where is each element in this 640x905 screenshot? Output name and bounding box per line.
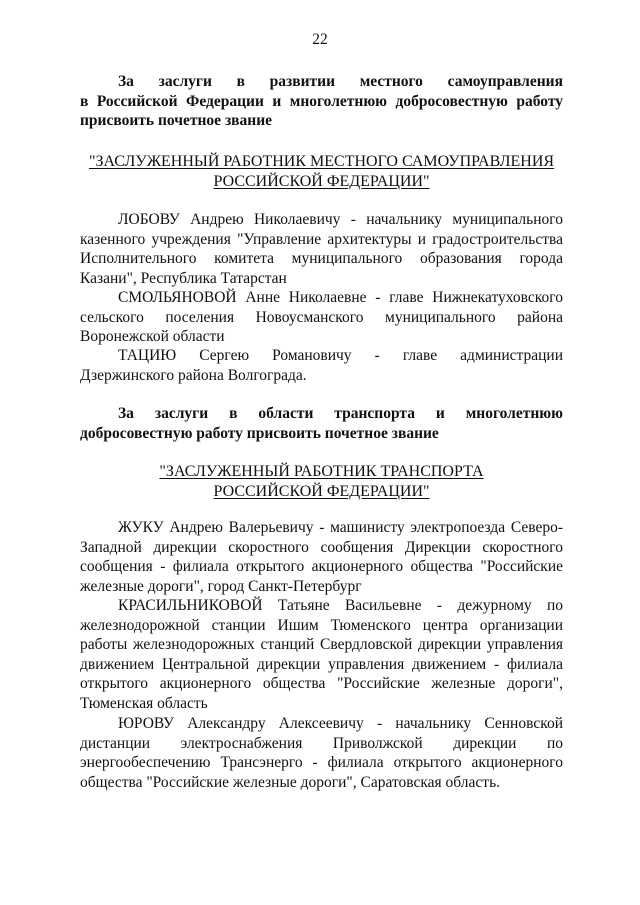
title-line: "ЗАСЛУЖЕННЫЙ РАБОТНИК МЕСТНОГО САМОУПРАВЛЕНИЯ	[88, 153, 555, 170]
preamble-line: в Российской Федерации и многолетнюю добросовестную работу	[80, 92, 563, 110]
preamble-line: присвоить почетное звание	[80, 112, 273, 129]
section1-title	[80, 152, 563, 192]
preamble-line: добросовестную работу присвоить почетное звание	[80, 424, 439, 442]
preamble-line: За заслуги в области транспорта и многолетнюю	[118, 405, 563, 422]
section1-preamble	[80, 72, 563, 131]
awardee-paragraph: КРАСИЛЬНИКОВОЙ Татьяне Васильевне - дежурному по железнодорожной станции Ишим Тюменского центра организации работы железнодорожных станций Свердловской дирекции управления движением Центральной дирекции управления движением - филиала открытого акционерного общества "Российские железные дороги", Тюменская область	[80, 597, 563, 712]
awardee-paragraph: ЮРОВУ Александру Алексеевичу - начальнику Сенновской дистанции электроснабжения Приволжской дирекции по энергообеспечению Трансэнерго - филиала открытого акционерного общества "Российские железные дороги", Саратовская область.	[80, 715, 563, 791]
title-line: РОССИЙСКОЙ ФЕДЕРАЦИИ"	[213, 483, 430, 500]
title-line: "ЗАСЛУЖЕННЫЙ РАБОТНИК ТРАНСПОРТА	[159, 463, 484, 480]
awardee-paragraph: ТАЦИЮ Сергею Романовичу - главе администрации Дзержинского района Волгограда.	[80, 347, 563, 384]
title-line: РОССИЙСКОЙ ФЕДЕРАЦИИ"	[213, 173, 430, 190]
awardee-paragraph: ЛОБОВУ Андрею Николаевичу - начальнику муниципального казенного учреждения "Управление архитектуры и градостроительства Исполнительного комитета муниципального образования города Казани", Республика Татарстан	[80, 211, 563, 287]
section2-title	[80, 462, 563, 502]
awardee-paragraph: ЖУКУ Андрею Валерьевичу - машинисту электропоезда Северо-Западной дирекции скоростного сообщения Дирекции скоростного сообщения - филиала открытого акционерного общества "Российские железные дороги", город Санкт-Петербург	[80, 519, 563, 595]
preamble-line: За заслуги в развитии местного самоуправления	[118, 73, 563, 90]
page-number: 22	[312, 31, 328, 48]
awardee-paragraph: СМОЛЬЯНОВОЙ Анне Николаевне - главе Нижнекатуховского сельского поселения Новоусманского муниципального района Воронежской области	[80, 289, 563, 345]
section2-preamble	[80, 404, 563, 443]
